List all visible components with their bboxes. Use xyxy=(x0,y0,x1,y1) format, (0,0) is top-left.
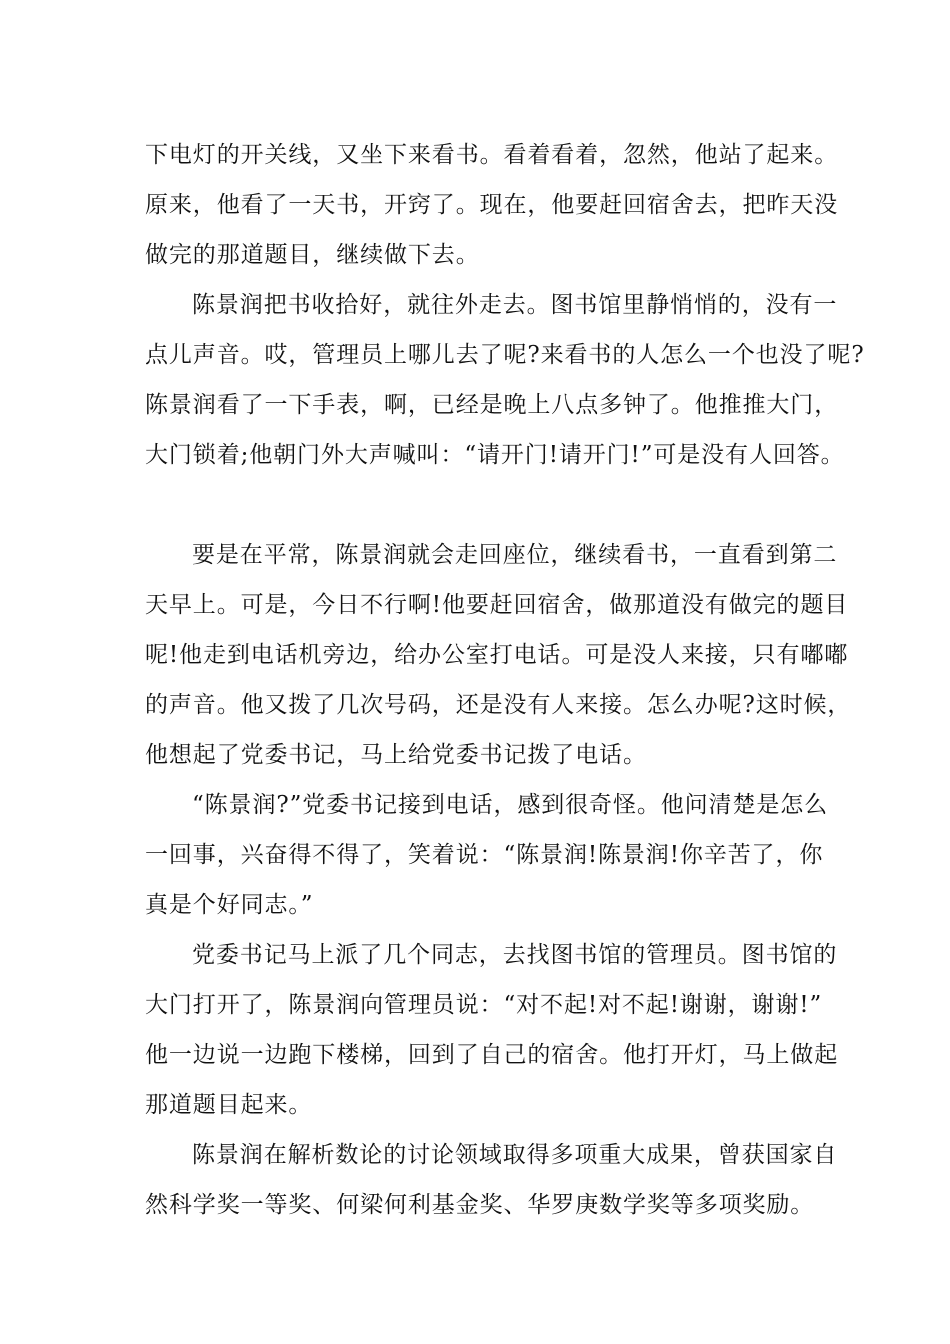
paragraph-6 xyxy=(145,1130,838,1230)
paragraph-line: 天早上。可是，今日不行啊!他要赶回宿舍，做那道没有做完的题目 xyxy=(145,592,849,618)
paragraph-line: 做完的那道题目，继续做下去。 xyxy=(145,242,480,268)
paragraph-line: 然科学奖一等奖、何梁何利基金奖、华罗庚数学奖等多项奖励。 xyxy=(145,1192,815,1218)
paragraph-1 xyxy=(145,130,839,280)
paragraph-line: 原来，他看了一天书，开窍了。现在，他要赶回宿舍去，把昨天没 xyxy=(145,192,839,218)
paragraph-gap xyxy=(145,480,835,530)
paragraph-line: 陈景润看了一下手表，啊，已经是晚上八点多钟了。他推推大门， xyxy=(145,392,839,418)
paragraph-3 xyxy=(145,530,852,780)
paragraph-line: 党委书记马上派了几个同志，去找图书馆的管理员。图书馆的 xyxy=(192,942,838,968)
paragraph-line: 大门锁着;他朝门外大声喊叫：“请开门!请开门!”可是没有人回答。 xyxy=(145,442,845,468)
paragraph-line: 的声音。他又拨了几次号码，还是没有人来接。怎么办呢?这时候， xyxy=(145,692,852,718)
paragraph-line: “陈景润?”党委书记接到电话，感到很奇怪。他问清楚是怎么 xyxy=(192,792,829,818)
paragraph-line: 他一边说一边跑下楼梯，回到了自己的宿舍。他打开灯，马上做起 xyxy=(145,1042,839,1068)
paragraph-line: 大门打开了，陈景润向管理员说：“对不起!对不起!谢谢，谢谢!” xyxy=(145,992,823,1018)
paragraph-line: 呢!他走到电话机旁边，给办公室打电话。可是没人来接，只有嘟嘟 xyxy=(145,642,849,668)
paragraph-line: 那道题目起来。 xyxy=(145,1092,313,1118)
paragraph-line: 真是个好同志。” xyxy=(145,892,314,918)
paragraph-line: 要是在平常，陈景润就会走回座位，继续看书，一直看到第二 xyxy=(192,542,838,568)
paragraph-line: 陈景润在解析数论的讨论领域取得多项重大成果，曾获国家自 xyxy=(192,1142,838,1168)
paragraph-line: 陈景润把书收拾好，就往外走去。图书馆里静悄悄的，没有一 xyxy=(192,292,838,318)
paragraph-line: 下电灯的开关线，又坐下来看书。看着看着，忽然，他站了起来。 xyxy=(145,142,839,168)
paragraph-line: 一回事，兴奋得不得了，笑着说：“陈景润!陈景润!你辛苦了，你 xyxy=(145,842,824,868)
paragraph-line: 他想起了党委书记，马上给党委书记拨了电话。 xyxy=(145,742,647,768)
paragraph-2 xyxy=(145,280,865,480)
paragraph-4 xyxy=(145,780,835,930)
paragraph-line: 点儿声音。哎，管理员上哪儿去了呢?来看书的人怎么一个也没了呢? xyxy=(145,342,865,368)
paragraph-5 xyxy=(145,930,839,1130)
document-body xyxy=(145,130,865,1230)
